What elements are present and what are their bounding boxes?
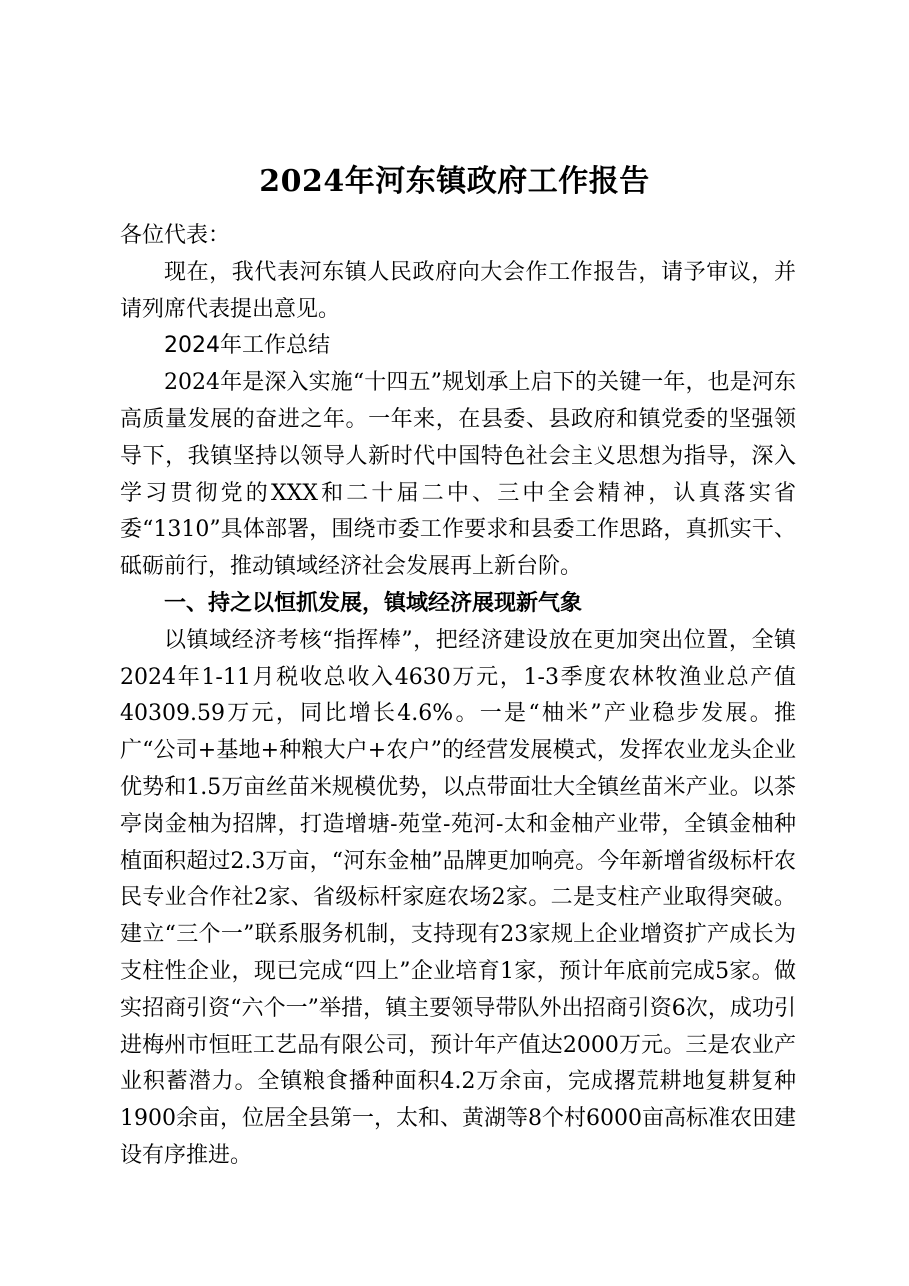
intro-paragraph: 现在，我代表河东镇人民政府向大会作工作报告，请予审议，并请列席代表提出意见。 [120, 259, 796, 322]
salutation: 各位代表： [120, 223, 231, 248]
economy-paragraph: 以镇域经济考核“指挥棒”，把经济建设放在更加突出位置，全镇2024年1-11月税收总收入4630万元，1-3季度农林牧渔业总产值40309.59万元，同比增长4.6%。一是“柚米”产业稳步发展。推广“公司+基地+种粮大户+农户”的经营发展模式，发挥农业龙头企业优势和1.5万亩丝苗米规模优势，以点带面壮大全镇丝苗米产业。以茶亭岗金柚为招牌，打造增塘-苑堂-苑河-太和金柚产业带，全镇金柚种植面积超过2.3万亩，“河东金柚”品牌更加响亮。今年新增省级标杆农民专业合作社2家、省级标杆家庭农场2家。二是支柱产业取得突破。建立“三个一”联系服务机制，支持现有23家规上企业增资扩产成长为支柱性企业，现已完成“四上”企业培育1家，预计年底前完成5家。做实招商引资“六个一”举措，镇主要领导带队外出招商引资6次，成功引进梅州市恒旺工艺品有限公司，预计年产值达2000万元。三是农业产业积蓄潜力。全镇粮食播种面积4.2万余亩，完成撂荒耕地复耕复种1900余亩，位居全县第一，太和、黄湖等8个村6000亩高标准农田建设有序推进。 [120, 627, 796, 1168]
summary-paragraph: 2024年是深入实施“十四五”规划承上启下的关键一年，也是河东高质量发展的奋进之年。一年来，在县委、县政府和镇党委的坚强领导下，我镇坚持以领导人新时代中国特色社会主义思想为指导，深入学习贯彻党的XXX和二十届二中、三中全会精神，认真落实省委“1310”具体部署，围绕市委工作要求和县委工作思路，真抓实干、砥砺前行，推动镇域经济社会发展再上新台阶。 [120, 370, 796, 580]
document-body [120, 218, 796, 1175]
document-title: 2024年河东镇政府工作报告 [259, 164, 650, 199]
subheading-economy: 一、持之以恒抓发展，镇域经济展现新气象 [164, 590, 583, 616]
section-heading: 2024年工作总结 [164, 333, 330, 359]
